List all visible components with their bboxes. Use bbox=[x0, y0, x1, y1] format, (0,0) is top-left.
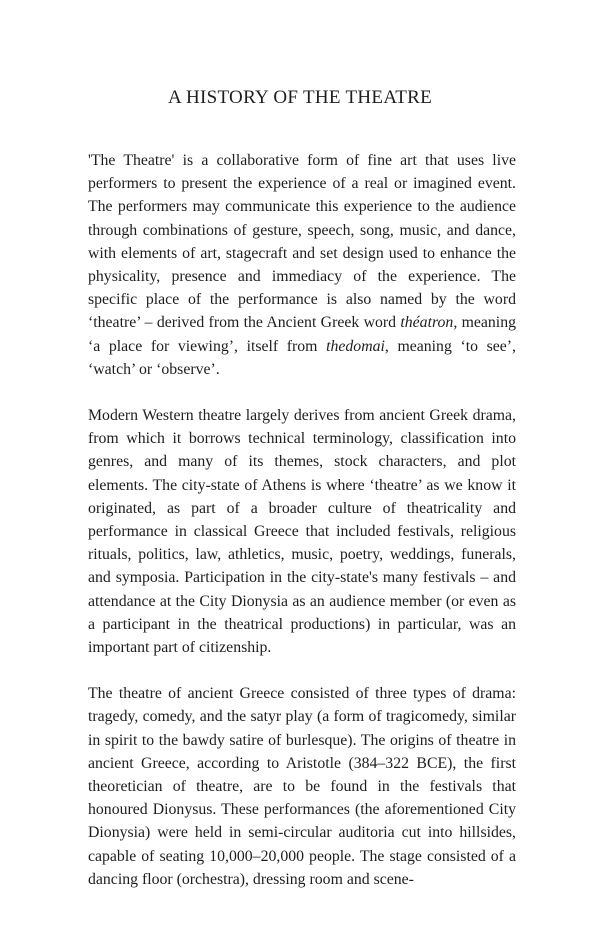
body-text bbox=[88, 149, 516, 914]
paragraph-1-text-a: 'The Theatre' is a collaborative form of fine art that uses live performers to present the experience of a real or imagined event. The performers may communicate this experience to the audience through combinations of gesture, speech, song, music, and dance, with elements of art, stagecraft and set design used to enhance the physicality, presence and immediacy of the experience. The specific place of the performance is also named by the word ‘theatre’ – derived from the Ancient Greek word bbox=[88, 152, 516, 332]
greek-term-theatron: théatron bbox=[400, 314, 454, 332]
paragraph-3: The theatre of ancient Greece consisted of three types of drama: tragedy, comedy, and the satyr play (a form of tragicomedy, similar in spirit to the bawdy satire of burlesque). The origins of theatre in ancient Greece, according to Aristotle (384–322 BCE), the first theoretician of theatre, are to be found in the festivals that honoured Dionysus. These performances (the aforementioned City Dionysia) were held in semi-circular auditoria cut into hillsides, capable of seating 10,000–20,000 people. The stage consisted of a dancing floor (orchestra), dressing room and scene- bbox=[88, 685, 516, 888]
paragraph-1-text-c: , meaning ‘to see’, ‘watch’ or ‘observe’. bbox=[88, 337, 516, 378]
paragraph-1-text-b: , meaning ‘a place for viewing’, itself from bbox=[88, 314, 516, 355]
greek-term-thedomai: thedomai bbox=[326, 337, 385, 355]
paragraph-1 bbox=[88, 149, 516, 381]
chapter-title: A HISTORY OF THE THEATRE bbox=[167, 87, 433, 108]
paragraph-2: Modern Western theatre largely derives from ancient Greek drama, from which it borrows technical terminology, classification into genres, and many of its themes, stock characters, and plot elements. The city-state of Athens is where ‘theatre’ as we know it originated, as part of a broader culture of theatricality and performance in classical Greece that included festivals, religious rituals, politics, law, athletics, music, poetry, weddings, funerals, and symposia. Participation in the city-state's many festivals – and attendance at the City Dionysia as an audience member (or even as a participant in the theatrical productions) in particular, was an important part of citizenship. bbox=[88, 407, 516, 657]
